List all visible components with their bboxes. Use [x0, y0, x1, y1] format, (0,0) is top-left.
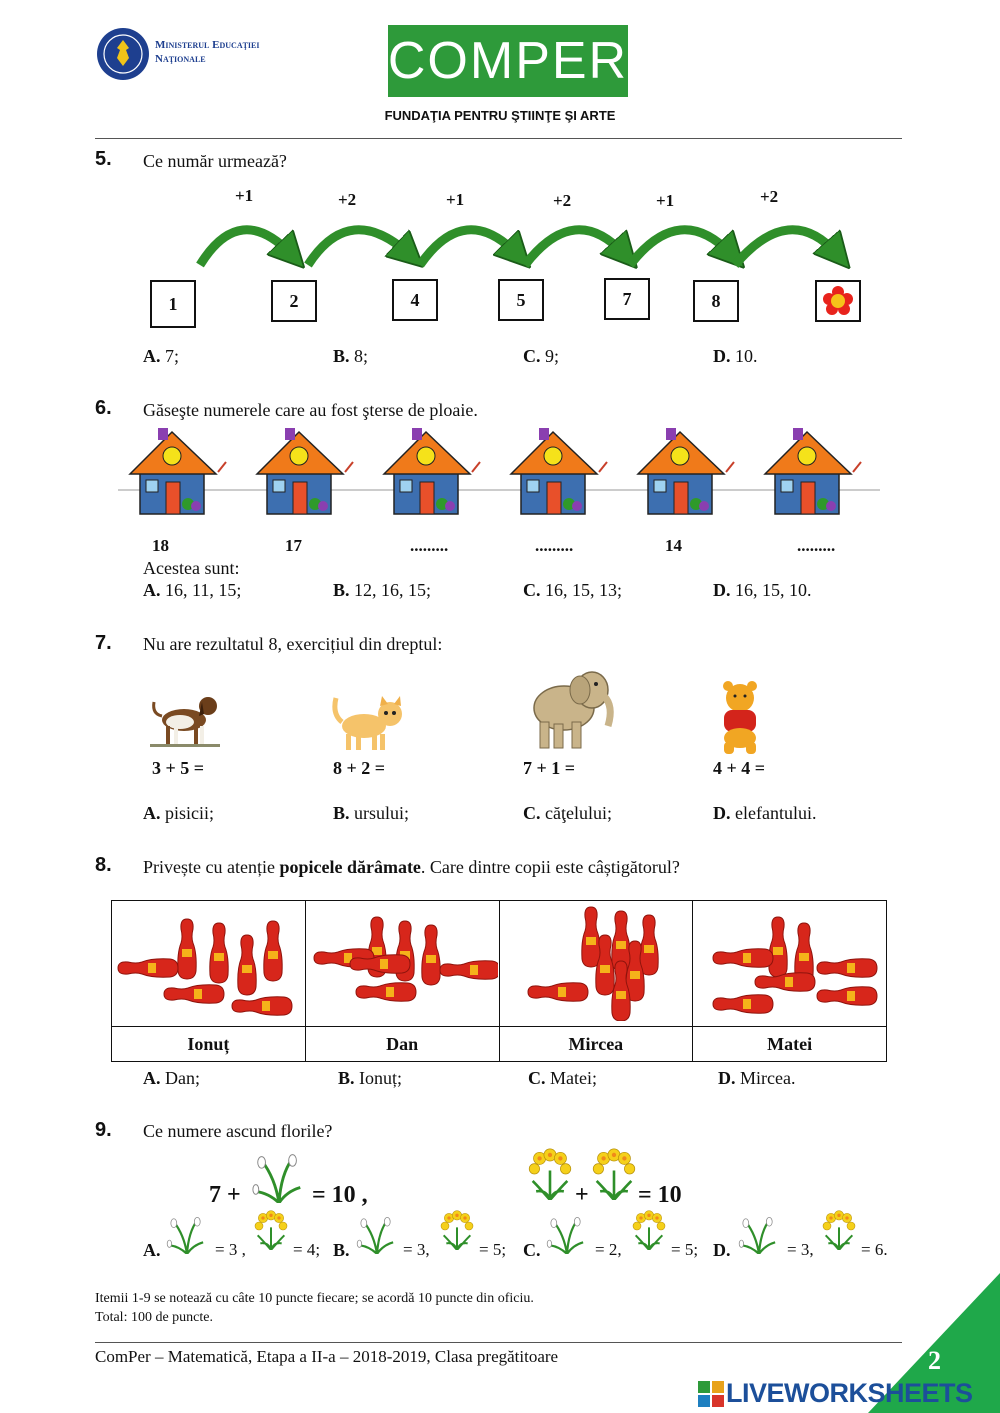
snowdrop-icon [165, 1210, 209, 1254]
q8-option-c[interactable]: C. Matei; [528, 1068, 597, 1088]
equation-2-suffix: = 10 [638, 1182, 682, 1208]
pins-cell-ionut [112, 901, 306, 1027]
question-8-text: Privește cu atenție popicele dărâmate. Care dintre copii este câștigătorul? [143, 857, 680, 877]
jump-arc-1 [200, 230, 292, 265]
q8-option-b[interactable]: B. Ionuț; [338, 1068, 403, 1088]
question-6-text: Găseşte numerele care au fost şterse de ploaie. [143, 400, 478, 420]
child-name-matei: Matei [693, 1027, 887, 1062]
snowdrop-icon [545, 1210, 589, 1259]
q6-answer-intro: Acestea sunt: [143, 558, 240, 578]
question-7-number: 7. [95, 632, 112, 654]
house-icon [753, 424, 880, 524]
ministry-seal-icon [95, 26, 151, 82]
house-icon [245, 424, 372, 524]
bowling-pins-icon [693, 901, 885, 1021]
snowdrop-icon [737, 1210, 781, 1254]
house-icon [499, 424, 626, 524]
daffodil-icon [437, 1210, 477, 1250]
number-box-1: 1 [150, 280, 196, 328]
jump-label-4: +2 [553, 191, 572, 210]
daffodil-icon [819, 1210, 859, 1250]
snowdrop-icon [250, 1145, 308, 1208]
jump-label-2: +2 [338, 190, 357, 209]
q9-option-a[interactable]: A. = 3 , = 4; [143, 1210, 328, 1262]
house-icon [118, 424, 245, 524]
cat-icon [332, 690, 408, 752]
equation-elephant: 7 + 1 = [523, 758, 576, 778]
jump-arc-2 [308, 230, 410, 265]
q8-option-d[interactable]: D. Mircea. [718, 1068, 796, 1088]
bowling-pins-icon [306, 901, 498, 1021]
scoring-note: Itemii 1-9 se notează cu câte 10 puncte fiecare; se acordă 10 puncte din oficiu. [95, 1291, 534, 1306]
ministry-name-line1: Ministerul Educaţiei [155, 39, 260, 51]
house-icon [626, 424, 753, 524]
question-7-text: Nu are rezultatul 8, exercițiul din dreptul: [143, 634, 443, 654]
equation-1-suffix: = 10 , [312, 1182, 368, 1208]
house-label-2: 17 [285, 536, 302, 555]
q5-option-c[interactable]: C. 9; [523, 346, 560, 366]
q5-option-d[interactable]: D. 10. [713, 346, 758, 366]
footer-course: ComPer – Matematică, Etapa a II-a – 2018-2019, Clasa pregătitoare [95, 1347, 559, 1366]
q8-option-a[interactable]: A. Dan; [143, 1068, 200, 1088]
bowling-pins-icon [112, 901, 304, 1021]
house-icon [372, 424, 499, 524]
daffodil-icon [819, 1210, 859, 1255]
pins-cell-mircea [499, 901, 693, 1027]
liveworksheets-logo-icon [698, 1381, 724, 1407]
question-6-number: 6. [95, 397, 112, 419]
q7-option-d[interactable]: D. elefantului. [713, 803, 817, 823]
house-label-6: ......... [797, 536, 836, 555]
jump-label-5: +1 [656, 191, 675, 210]
q9-option-c[interactable]: C. = 2, = 5; [523, 1210, 708, 1262]
number-box-6: 8 [693, 280, 739, 322]
q9-option-b[interactable]: B. = 3, = 5; [333, 1210, 518, 1262]
number-box-3: 4 [392, 279, 438, 321]
equation-2-plus: + [575, 1182, 589, 1208]
jump-label-3: +1 [446, 190, 465, 209]
house-label-3: ......... [410, 536, 449, 555]
foundation-name: FUNDAŢIA PENTRU ŞTIINŢE ŞI ARTE [384, 108, 616, 123]
jump-label-1: +1 [235, 186, 254, 205]
equation-1-prefix: 7 + [209, 1182, 241, 1208]
q6-option-c[interactable]: C. 16, 15, 13; [523, 580, 623, 600]
q5-option-b[interactable]: B. 8; [333, 346, 369, 366]
daffodil-icon [629, 1210, 669, 1250]
snowdrop-icon [250, 1145, 308, 1203]
house-label-4: ......... [535, 536, 574, 555]
number-box-2: 2 [271, 280, 317, 322]
q6-option-b[interactable]: B. 12, 16, 15; [333, 580, 432, 600]
snowdrop-icon [165, 1210, 209, 1259]
daffodil-icon [437, 1210, 477, 1255]
total-note: Total: 100 de puncte. [95, 1310, 213, 1325]
q6-option-d[interactable]: D. 16, 15, 10. [713, 580, 812, 600]
daffodil-icon [629, 1210, 669, 1255]
flower-icon [822, 285, 854, 317]
daffodil-icon [251, 1210, 291, 1250]
equation-dog: 3 + 5 = [152, 758, 205, 778]
equation-cat: 8 + 2 = [333, 758, 386, 778]
liveworksheets-badge [698, 1378, 973, 1409]
snowdrop-icon [355, 1210, 399, 1254]
number-box-4: 5 [498, 279, 544, 321]
ministry-logo [95, 26, 295, 82]
question-8-number: 8. [95, 854, 112, 876]
number-jumps-arcs [180, 185, 860, 270]
page-number: 2 [928, 1346, 941, 1375]
q7-option-a[interactable]: A. pisicii; [143, 803, 214, 823]
child-name-mircea: Mircea [499, 1027, 693, 1062]
child-name-ionut: Ionuț [112, 1027, 306, 1062]
elephant-icon [522, 660, 618, 754]
q7-option-c[interactable]: C. căţelului; [523, 803, 612, 823]
equation-bear: 4 + 4 = [713, 758, 766, 778]
jump-arc-6 [735, 230, 838, 265]
jump-arc-4 [525, 230, 625, 265]
dog-icon [150, 686, 220, 748]
daffodil-icon [524, 1148, 576, 1205]
snowdrop-icon [545, 1210, 589, 1254]
houses-row [118, 424, 884, 524]
question-9-number: 9. [95, 1119, 112, 1141]
jump-arc-5 [630, 230, 732, 265]
question-9-text: Ce numere ascund florile? [143, 1121, 333, 1141]
q6-option-a[interactable]: A. 16, 11, 15; [143, 580, 242, 600]
house-label-1: 18 [152, 536, 169, 555]
daffodil-icon [524, 1148, 576, 1200]
jump-arc-3 [420, 230, 518, 265]
number-box-5: 7 [604, 278, 650, 320]
question-5-number: 5. [95, 148, 112, 170]
bowling-pins-icon [500, 901, 692, 1021]
jump-label-6: +2 [760, 187, 779, 206]
pins-cell-matei [693, 901, 887, 1027]
q7-option-b[interactable]: B. ursului; [333, 803, 410, 823]
house-label-5: 14 [665, 536, 682, 555]
flower-box [815, 280, 861, 322]
winnie-the-pooh-icon [712, 680, 768, 756]
q9-option-d[interactable]: D. = 3, = 6. [713, 1210, 898, 1262]
bowling-pins-table [111, 900, 887, 1062]
liveworksheets-watermark: LIVEWORKSHEETS [726, 1378, 973, 1408]
comper-logo-text: COMPER [387, 32, 629, 90]
daffodil-icon [588, 1148, 640, 1205]
snowdrop-icon [355, 1210, 399, 1259]
daffodil-icon [588, 1148, 640, 1200]
child-name-dan: Dan [305, 1027, 499, 1062]
q5-option-a[interactable]: A. 7; [143, 346, 180, 366]
pins-cell-dan [305, 901, 499, 1027]
daffodil-icon [251, 1210, 291, 1255]
question-5-text: Ce număr urmează? [143, 151, 287, 171]
ministry-name-line2: Naţionale [155, 53, 206, 65]
snowdrop-icon [737, 1210, 781, 1259]
comper-logo [388, 25, 628, 97]
